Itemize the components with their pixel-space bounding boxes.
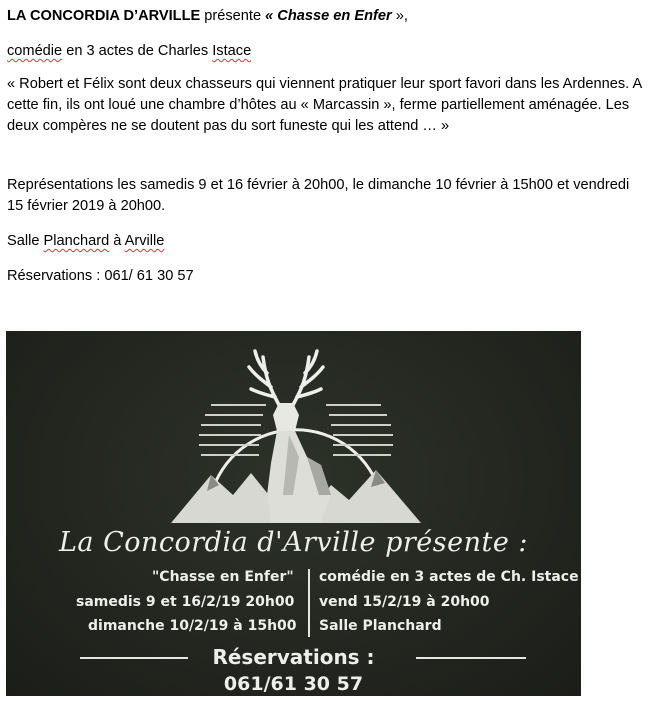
- poster-divider: [308, 569, 310, 637]
- summary-paragraph: « Robert et Félix sont deux chasseurs qui viennent pratiquer leur sport favori dans les Ardennes. A cette fin, ils ont loué une chambre d’hôtes au « Marcassin », ferme partiellement aménagée. Les deux compères ne se doutent pas du sort funeste qui les attend … »: [7, 76, 642, 134]
- title-line: [7, 6, 643, 27]
- poster-left-line-1: samedis 9 et 16/2/19 20h00: [76, 594, 295, 610]
- poster-image: [6, 331, 581, 696]
- venue-name: Planchard: [43, 233, 110, 249]
- venue-mid: à: [109, 233, 125, 249]
- poster-left-line-2: dimanche 10/2/19 à 15h00: [88, 618, 297, 634]
- stag-mountain-sun-icon: [171, 345, 421, 525]
- subtitle-genre: comédie: [7, 43, 63, 59]
- title-end: »,: [391, 8, 408, 24]
- company-name: LA CONCORDIA D’ARVILLE: [7, 8, 201, 24]
- document-body: [7, 6, 643, 287]
- venue-line: [7, 231, 643, 252]
- subtitle-rest: en 3 actes de Charles: [62, 43, 213, 59]
- poster-genre: comédie en 3 actes de Ch. Istace: [319, 569, 579, 585]
- poster-right-line-1: vend 15/2/19 à 20h00: [319, 594, 490, 610]
- venue-prefix: Salle: [7, 233, 44, 249]
- reservations-line: Réservations : 061/ 61 30 57: [7, 268, 194, 284]
- poster-phone: 061/61 30 57: [223, 673, 364, 695]
- poster-play-title: "Chasse en Enfer": [152, 569, 294, 585]
- poster-right-line-2: Salle Planchard: [319, 618, 442, 634]
- poster-reservations-label: Réservations :: [212, 645, 375, 669]
- subtitle-line: [7, 41, 643, 62]
- play-title: « Chasse en Enfer: [265, 8, 392, 24]
- venue-town: Arville: [124, 233, 165, 249]
- poster-headline: La Concordia d'Arville présente :: [58, 527, 529, 558]
- title-presents: présente: [200, 8, 266, 24]
- dates-paragraph: Représentations les samedis 9 et 16 février à 20h00, le dimanche 10 février à 15h00 et vendredi 15 février 2019 à 20h00.: [7, 177, 630, 214]
- subtitle-author: Istace: [212, 43, 252, 59]
